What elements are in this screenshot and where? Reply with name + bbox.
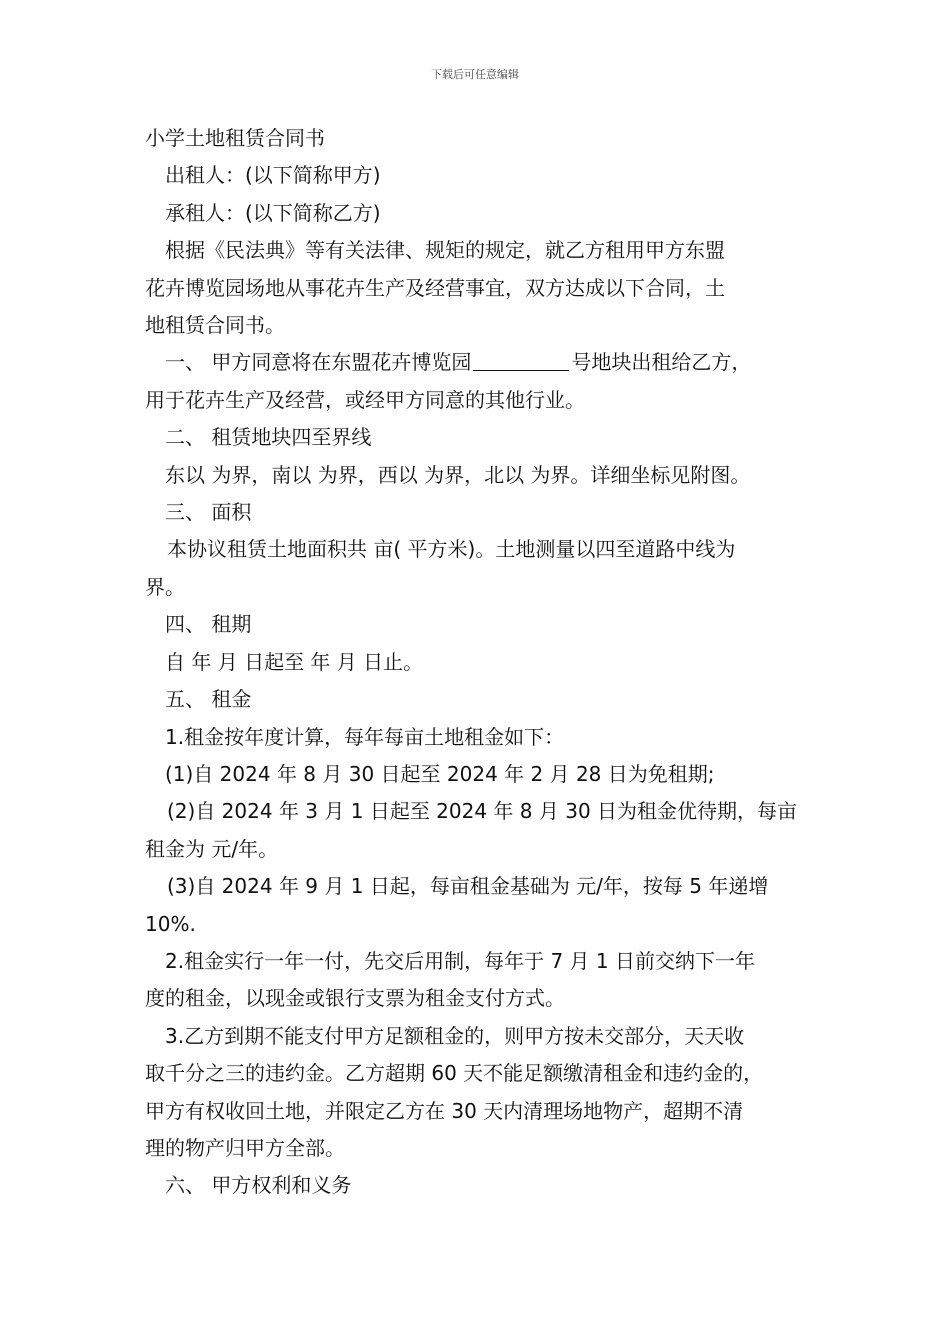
plot-number-blank xyxy=(473,350,569,371)
rent-clause-1c-line-1: (3)自 2024 年 9 月 1 日起，每亩租金基础为 元/年，按每 5 年递增 xyxy=(167,874,769,899)
section-3-line-2: 界。 xyxy=(145,574,185,599)
section-1-text-b: 号地块出租给乙方， xyxy=(571,350,752,375)
rent-clause-1c-line-2: 10%. xyxy=(145,911,196,936)
rent-clause-1a: (1)自 2024 年 8 月 30 日起至 2024 年 2 月 28 日为免租期; xyxy=(165,761,715,786)
intro-line-3: 地租赁合同书。 xyxy=(145,313,285,338)
rent-clause-2-line-2: 度的租金，以现金或银行支票为租金支付方式。 xyxy=(145,986,565,1011)
section-4-text: 自 年 月 日起至 年 月 日止。 xyxy=(165,649,424,674)
rent-clause-1b-line-2: 租金为 元/年。 xyxy=(145,836,279,861)
document-title: 小学土地租赁合同书 xyxy=(145,126,325,150)
rent-clause-3-line-4: 理的物产归甲方全部。 xyxy=(145,1135,345,1160)
rent-clause-3-line-1: 3.乙方到期不能支付甲方足额租金的，则甲方按未交部分，天天收 xyxy=(165,1023,745,1048)
rent-clause-1b-line-1: (2)自 2024 年 3 月 1 日起至 2024 年 8 月 30 日为租金优待期，每亩 xyxy=(167,799,798,824)
page-header: 下载后可任意编辑 xyxy=(431,68,519,81)
rent-clause-2-line-1: 2.租金实行一年一付，先交后用制，每年于 7 月 1 日前交纳下一年 xyxy=(165,948,755,973)
rent-clause-1: 1.租金按年度计算，每年每亩土地租金如下： xyxy=(165,724,565,749)
section-1-line-2: 用于花卉生产及经营，或经甲方同意的其他行业。 xyxy=(145,387,585,412)
section-1-line-1 xyxy=(145,344,810,381)
section-1-text-a: 一、 甲方同意将在东盟花卉博览园 xyxy=(165,350,472,375)
section-5-heading: 五、 租金 xyxy=(165,687,252,712)
lessor-line: 出租人：(以下简称甲方) xyxy=(165,163,381,188)
section-2-text: 东以 为界，南以 为界，西以 为界，北以 为界。详细坐标见附图。 xyxy=(165,462,751,487)
lessee-line: 承租人：(以下简称乙方) xyxy=(165,200,381,225)
section-4-heading: 四、 租期 xyxy=(165,612,252,637)
intro-line-1: 根据《民法典》等有关法律、规矩的规定，就乙方租用甲方东盟 xyxy=(165,238,725,263)
section-6-heading: 六、 甲方权利和义务 xyxy=(165,1173,352,1198)
rent-clause-3-line-2: 取千分之三的违约金。乙方超期 60 天不能足额缴清租金和违约金的， xyxy=(145,1061,764,1086)
section-2-heading: 二、 租赁地块四至界线 xyxy=(165,425,372,450)
rent-clause-3-line-3: 甲方有权收回土地，并限定乙方在 30 天内清理场地物产，超期不清 xyxy=(145,1098,744,1123)
section-3-line-1: 本协议租赁土地面积共 亩( 平方米)。土地测量以四至道路中线为 xyxy=(167,537,736,562)
document-body xyxy=(145,120,810,1205)
intro-line-2: 花卉博览园场地从事花卉生产及经营事宜，双方达成以下合同，土 xyxy=(145,275,725,300)
section-3-heading: 三、 面积 xyxy=(165,500,252,525)
